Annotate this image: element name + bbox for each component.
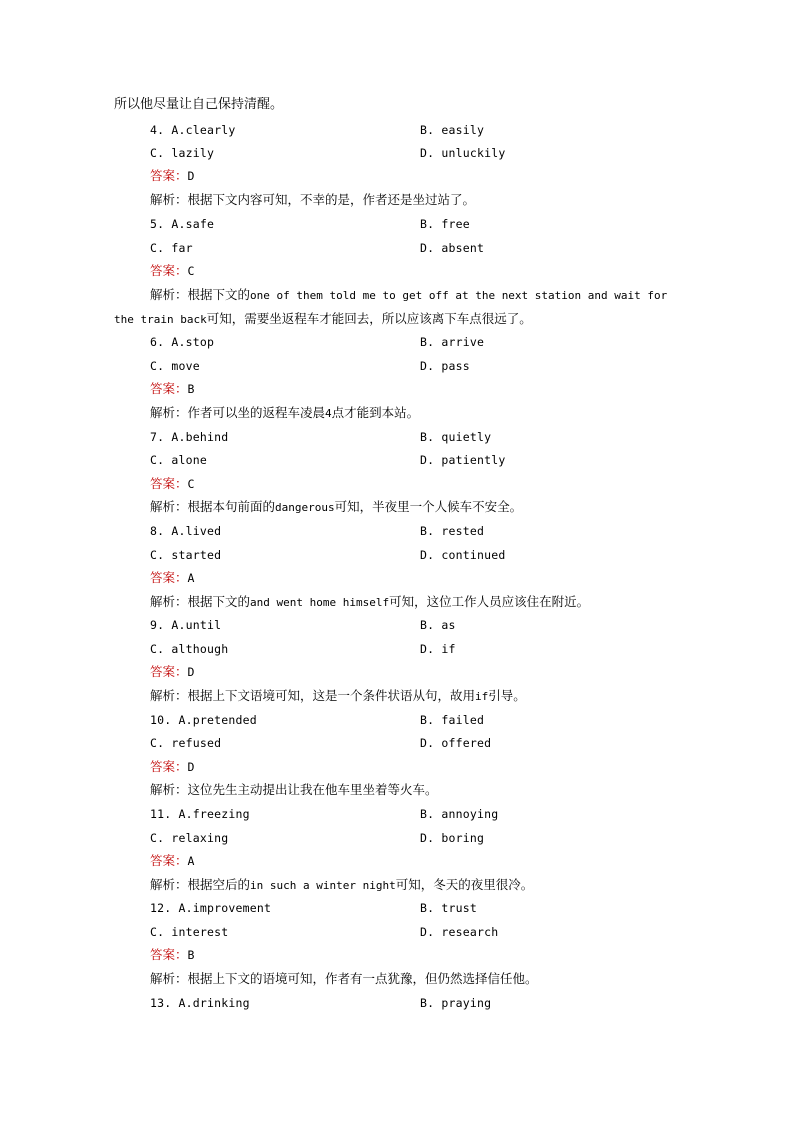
answer-letter: C bbox=[187, 477, 195, 491]
explanation-label: 解析： bbox=[150, 192, 188, 207]
explanation-quote: if bbox=[475, 690, 489, 703]
explanation-label: 解析： bbox=[150, 405, 188, 420]
option-c: C. although bbox=[150, 642, 229, 656]
explanation-text: 根据下文的 bbox=[187, 287, 251, 302]
explanation-label: 解析： bbox=[150, 971, 188, 986]
option-d: D. if bbox=[420, 642, 456, 656]
option-d: D. boring bbox=[420, 831, 485, 845]
option-c: C. refused bbox=[150, 736, 222, 750]
explanation-quote: and went home himself bbox=[250, 596, 390, 609]
answer-letter: B bbox=[187, 382, 195, 396]
explanation-quote: dangerous bbox=[275, 501, 335, 514]
option-d: D. offered bbox=[420, 736, 492, 750]
answer-letter: C bbox=[187, 264, 195, 278]
option-c: C. alone bbox=[150, 453, 207, 467]
answer-letter: D bbox=[187, 665, 195, 679]
answer-label: 答案： bbox=[150, 263, 188, 278]
explanation-text: 根据上下文语境可知，这是一个条件状语从句，故用 bbox=[187, 688, 476, 703]
answer-label: 答案： bbox=[150, 168, 188, 183]
answer-letter: B bbox=[187, 948, 195, 962]
answer-label: 答案： bbox=[150, 570, 188, 585]
option-c: C. interest bbox=[150, 925, 229, 939]
option-b: B. quietly bbox=[420, 430, 492, 444]
answer-letter: A bbox=[187, 854, 195, 868]
explanation-text: 根据本句前面的 bbox=[187, 499, 276, 514]
option-a: 12. A.improvement bbox=[150, 901, 272, 915]
option-a: 13. A.drinking bbox=[150, 996, 250, 1010]
option-a: 6. A.stop bbox=[150, 335, 215, 349]
explanation-text-end: 可知，半夜里一个人候车不安全。 bbox=[334, 499, 523, 514]
option-a: 7. A.behind bbox=[150, 430, 229, 444]
explanation-text: 根据空后的 bbox=[187, 877, 251, 892]
explanation-text: 根据下文的 bbox=[187, 594, 251, 609]
answer-label: 答案： bbox=[150, 759, 188, 774]
explanation-label: 解析： bbox=[150, 688, 188, 703]
option-c: C. lazily bbox=[150, 146, 215, 160]
option-a: 4. A.clearly bbox=[150, 123, 236, 137]
explanation-label: 解析： bbox=[150, 877, 188, 892]
explanation-text: 根据下文内容可知，不幸的是，作者还是坐过站了。 bbox=[187, 192, 476, 207]
explanation-text-end: 可知，冬天的夜里很冷。 bbox=[395, 877, 534, 892]
answer-label: 答案： bbox=[150, 947, 188, 962]
option-a: 11. A.freezing bbox=[150, 807, 250, 821]
answer-label: 答案： bbox=[150, 853, 188, 868]
explanation-quote: in such a winter night bbox=[250, 879, 396, 892]
option-b: B. free bbox=[420, 217, 470, 231]
answer-letter: D bbox=[187, 760, 195, 774]
answer-label: 答案： bbox=[150, 664, 188, 679]
explanation-number: 4 bbox=[325, 407, 332, 420]
explanation-label: 解析： bbox=[150, 782, 188, 797]
option-b: B. arrive bbox=[420, 335, 485, 349]
explanation-label: 解析： bbox=[150, 287, 188, 302]
option-c: C. started bbox=[150, 548, 222, 562]
option-a: 9. A.until bbox=[150, 618, 222, 632]
explanation-label: 解析： bbox=[150, 499, 188, 514]
explanation-text-end: 引导。 bbox=[488, 688, 526, 703]
option-d: D. unluckily bbox=[420, 146, 506, 160]
answer-letter: D bbox=[187, 169, 195, 183]
explanation-text-continued: 可知，需要坐返程车才能回去，所以应该离下车点很远了。 bbox=[206, 311, 532, 326]
option-a: 5. A.safe bbox=[150, 217, 215, 231]
option-d: D. continued bbox=[420, 548, 506, 562]
explanation-text-end: 点才能到本站。 bbox=[331, 405, 420, 420]
option-b: B. annoying bbox=[420, 807, 499, 821]
explanation-label: 解析： bbox=[150, 594, 188, 609]
option-b: B. as bbox=[420, 618, 456, 632]
explanation-text-end: 可知，这位工作人员应该住在附近。 bbox=[389, 594, 590, 609]
explanation-text: 作者可以坐的返程车凌晨 bbox=[187, 405, 326, 420]
explanation-text: 根据上下文的语境可知，作者有一点犹豫，但仍然选择信任他。 bbox=[187, 971, 538, 986]
option-c: C. far bbox=[150, 241, 193, 255]
explanation-quote: one of them told me to get off at the next station and wait for bbox=[250, 289, 668, 302]
option-d: D. absent bbox=[420, 241, 485, 255]
option-a: 8. A.lived bbox=[150, 524, 222, 538]
answer-letter: A bbox=[187, 571, 195, 585]
option-b: B. easily bbox=[420, 123, 485, 137]
explanation-quote-continued: the train back bbox=[114, 313, 207, 326]
intro-line: 所以他尽量让自己保持清醒。 bbox=[114, 97, 284, 112]
option-c: C. relaxing bbox=[150, 831, 229, 845]
option-b: B. trust bbox=[420, 901, 477, 915]
option-c: C. move bbox=[150, 359, 200, 373]
option-b: B. failed bbox=[420, 713, 485, 727]
answer-label: 答案： bbox=[150, 381, 188, 396]
explanation-text: 这位先生主动提出让我在他车里坐着等火车。 bbox=[187, 782, 438, 797]
option-d: D. pass bbox=[420, 359, 470, 373]
option-b: B. rested bbox=[420, 524, 485, 538]
option-d: D. patiently bbox=[420, 453, 506, 467]
option-a: 10. A.pretended bbox=[150, 713, 257, 727]
option-d: D. research bbox=[420, 925, 499, 939]
option-b: B. praying bbox=[420, 996, 492, 1010]
answer-label: 答案： bbox=[150, 476, 188, 491]
